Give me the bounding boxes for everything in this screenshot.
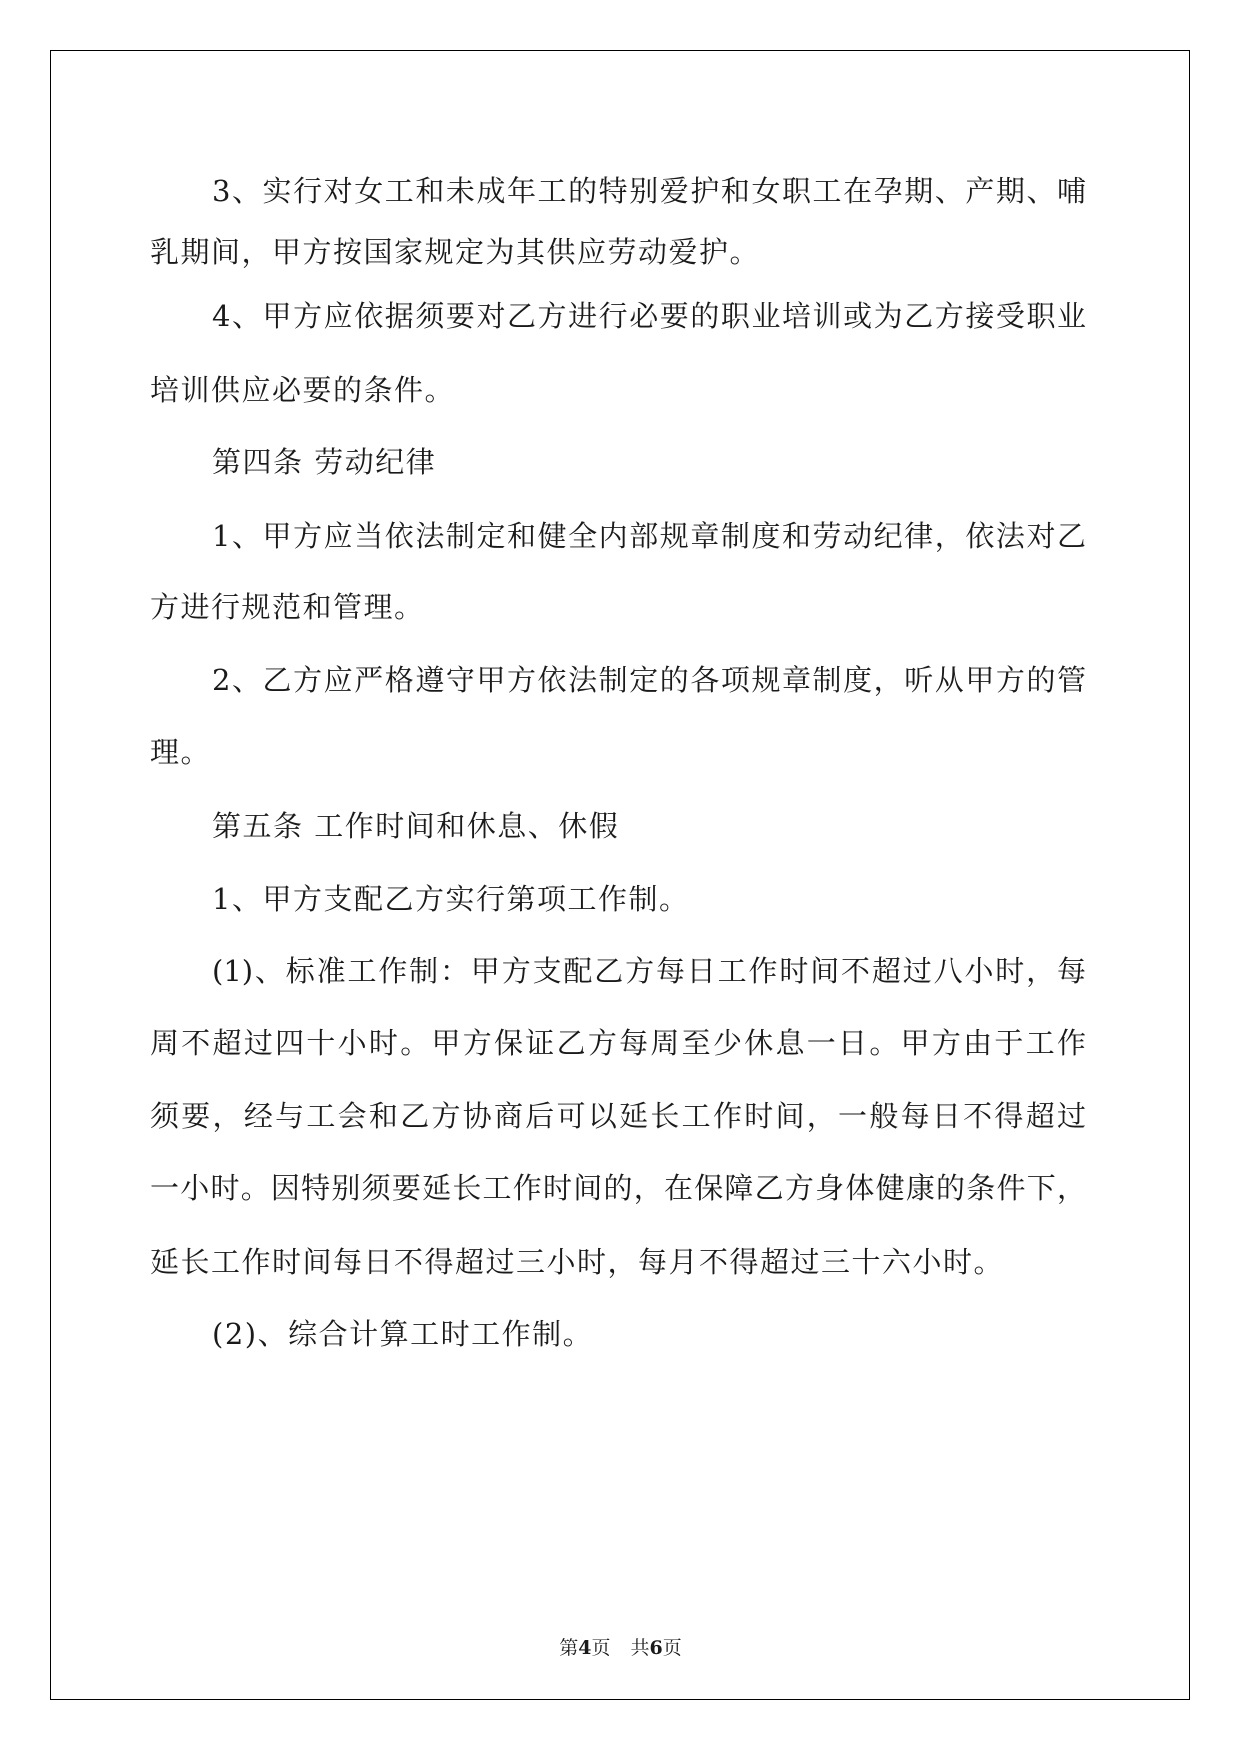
body-text-line: 3、实行对女工和未成年工的特别爱护和女职工在孕期、产期、哺 bbox=[212, 174, 1086, 208]
current-page-number: 4 bbox=[578, 1637, 592, 1659]
footer-prefix: 第 bbox=[559, 1637, 579, 1659]
body-text-line: 周不超过四十小时。甲方保证乙方每周至少休息一日。甲方由于工作 bbox=[150, 1026, 1086, 1060]
body-text-line: 4、甲方应依据须要对乙方进行必要的职业培训或为乙方接受职业 bbox=[212, 299, 1086, 333]
body-text-line: (1)、标准工作制：甲方支配乙方每日工作时间不超过八小时，每 bbox=[212, 954, 1086, 988]
body-text-line: 方进行规范和管理。 bbox=[150, 590, 425, 624]
body-text-line: 培训供应必要的条件。 bbox=[150, 373, 456, 407]
body-text-line: 1、甲方应当依法制定和健全内部规章制度和劳动纪律，依法对乙 bbox=[212, 519, 1086, 553]
section-heading: 第四条 劳动纪律 bbox=[212, 445, 437, 479]
body-text-line: 须要，经与工会和乙方协商后可以延长工作时间，一般每日不得超过 bbox=[150, 1099, 1086, 1133]
footer-total-suffix: 页 bbox=[662, 1637, 682, 1659]
section-heading: 第五条 工作时间和休息、休假 bbox=[212, 809, 620, 843]
footer-page-suffix: 页 bbox=[591, 1637, 611, 1659]
body-text-line: 乳期间，甲方按国家规定为其供应劳动爱护。 bbox=[150, 235, 761, 269]
body-text-line: 2、乙方应严格遵守甲方依法制定的各项规章制度，听从甲方的管 bbox=[212, 663, 1086, 697]
page-footer bbox=[0, 1636, 1241, 1660]
body-text-line: 理。 bbox=[150, 735, 212, 769]
body-text-line: 一小时。因特别须要延长工作时间的，在保障乙方身体健康的条件下， bbox=[150, 1171, 1086, 1205]
footer-total-prefix: 共 bbox=[630, 1637, 650, 1659]
body-text-line: (2)、综合计算工时工作制。 bbox=[212, 1317, 594, 1351]
body-text-line: 1、甲方支配乙方实行第项工作制。 bbox=[212, 882, 690, 916]
body-text-line: 延长工作时间每日不得超过三小时，每月不得超过三十六小时。 bbox=[150, 1245, 1005, 1279]
total-pages-number: 6 bbox=[649, 1637, 663, 1659]
